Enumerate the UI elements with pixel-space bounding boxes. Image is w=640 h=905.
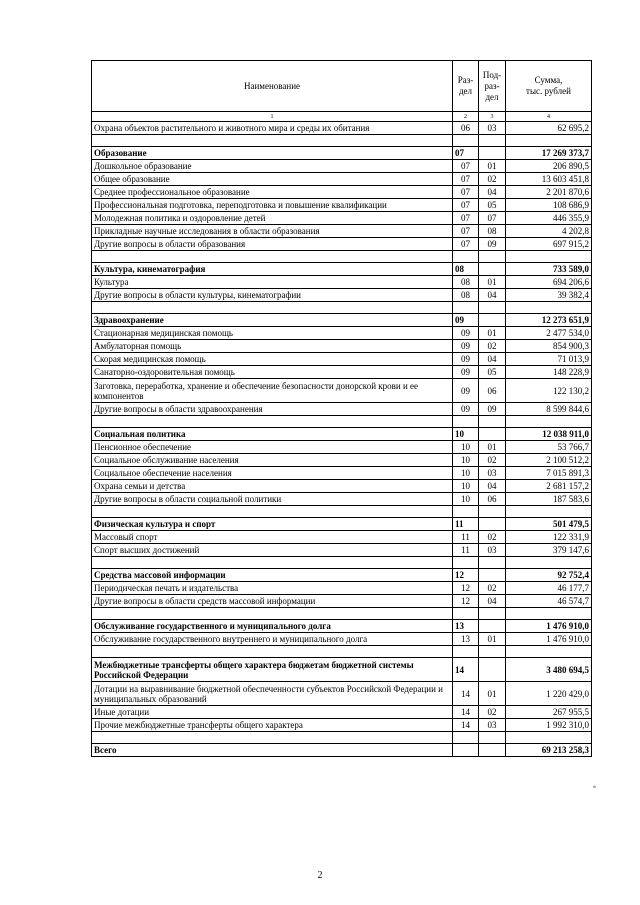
row-subsection-code: 01 <box>479 160 506 173</box>
empty-cell <box>92 646 453 658</box>
row-name: Охрана объектов растительного и животного мира и среды их обитания <box>92 122 453 135</box>
row-subsection-code: 02 <box>479 454 506 467</box>
empty-cell <box>479 732 506 744</box>
section-code: 10 <box>453 428 479 441</box>
row-section-code: 09 <box>453 353 479 366</box>
empty-cell <box>479 251 506 263</box>
row-name: Спорт высших достижений <box>92 544 453 557</box>
row-name: Социальное обеспечение населения <box>92 467 453 480</box>
table-row <box>92 706 592 719</box>
empty-cell <box>92 135 453 147</box>
row-name: Пенсионное обеспечение <box>92 441 453 454</box>
section-row <box>92 314 592 327</box>
empty-cell <box>479 620 506 633</box>
row-subsection-code: 04 <box>479 353 506 366</box>
row-amount: 4 202,8 <box>506 225 592 238</box>
empty-cell <box>479 302 506 314</box>
page-number: 2 <box>317 870 323 881</box>
table-row <box>92 353 592 366</box>
spacer-row <box>92 135 592 147</box>
section-code: 12 <box>453 569 479 582</box>
row-amount: 62 695,2 <box>506 122 592 135</box>
table-row <box>92 276 592 289</box>
row-subsection-code: 01 <box>479 633 506 646</box>
row-section-code: 08 <box>453 276 479 289</box>
row-amount: 13 603 451,8 <box>506 173 592 186</box>
section-name: Образование <box>92 147 453 160</box>
row-subsection-code: 02 <box>479 706 506 719</box>
section-row <box>92 658 592 682</box>
empty-cell <box>479 314 506 327</box>
column-number: 4 <box>506 112 592 122</box>
row-section-code: 11 <box>453 544 479 557</box>
row-amount: 267 955,5 <box>506 706 592 719</box>
row-amount: 1 476 910,0 <box>506 633 592 646</box>
section-amount: 92 752,4 <box>506 569 592 582</box>
table-row <box>92 719 592 732</box>
row-section-code: 12 <box>453 582 479 595</box>
row-name: Дотации на выравнивание бюджетной обеспеченности субъектов Российской Федерации и муниципальных образований <box>92 682 453 706</box>
table-row <box>92 289 592 302</box>
empty-cell <box>479 428 506 441</box>
table-row <box>92 582 592 595</box>
row-amount: 122 331,9 <box>506 531 592 544</box>
table-row <box>92 340 592 353</box>
table-row <box>92 531 592 544</box>
row-amount: 122 130,2 <box>506 379 592 403</box>
table-row <box>92 379 592 403</box>
row-amount: 2 100 512,2 <box>506 454 592 467</box>
empty-cell <box>92 732 453 744</box>
spacer-row <box>92 302 592 314</box>
column-number: 2 <box>453 112 479 122</box>
row-name: Среднее профессиональное образование <box>92 186 453 199</box>
section-row <box>92 263 592 276</box>
empty-cell <box>506 506 592 518</box>
row-subsection-code: 04 <box>479 595 506 608</box>
row-subsection-code: 01 <box>479 327 506 340</box>
header-amount <box>506 61 592 112</box>
row-amount: 46 574,7 <box>506 595 592 608</box>
table-row <box>92 199 592 212</box>
row-name: Общее образование <box>92 173 453 186</box>
empty-cell <box>453 608 479 620</box>
row-subsection-code: 05 <box>479 199 506 212</box>
row-amount: 148 228,9 <box>506 366 592 379</box>
row-subsection-code: 02 <box>479 531 506 544</box>
empty-cell <box>506 557 592 569</box>
row-section-code: 10 <box>453 454 479 467</box>
row-amount: 694 206,6 <box>506 276 592 289</box>
table-row <box>92 403 592 416</box>
spacer-row <box>92 506 592 518</box>
budget-table <box>91 60 592 757</box>
section-name: Средства массовой информации <box>92 569 453 582</box>
header-subsection <box>479 61 506 112</box>
header-subsection-line1: Под- <box>482 69 502 80</box>
empty-cell <box>479 416 506 428</box>
row-name: Другие вопросы в области культуры, кинематографии <box>92 289 453 302</box>
row-name: Прикладные научные исследования в области образования <box>92 225 453 238</box>
row-section-code: 07 <box>453 160 479 173</box>
header-subsection-line2: раз- <box>484 80 500 91</box>
row-section-code: 07 <box>453 238 479 251</box>
row-subsection-code: 03 <box>479 467 506 480</box>
row-subsection-code: 09 <box>479 238 506 251</box>
empty-cell <box>506 608 592 620</box>
column-number-row <box>92 112 592 122</box>
spacer-row <box>92 608 592 620</box>
empty-cell <box>506 302 592 314</box>
row-name: Обслуживание государственного внутреннего и муниципального долга <box>92 633 453 646</box>
row-name: Прочие межбюджетные трансферты общего характера <box>92 719 453 732</box>
row-amount: 2 477 534,0 <box>506 327 592 340</box>
row-section-code: 14 <box>453 706 479 719</box>
row-subsection-code: 08 <box>479 225 506 238</box>
row-amount: 379 147,6 <box>506 544 592 557</box>
section-code: 13 <box>453 620 479 633</box>
row-subsection-code: 02 <box>479 582 506 595</box>
spacer-row <box>92 251 592 263</box>
section-name: Межбюджетные трансферты общего характера бюджетам бюджетной системы Российской Федерации <box>92 658 453 682</box>
row-section-code: 07 <box>453 199 479 212</box>
budget-table-body <box>92 61 592 757</box>
total-label: Всего <box>92 744 453 757</box>
row-section-code: 12 <box>453 595 479 608</box>
empty-cell <box>479 263 506 276</box>
empty-cell <box>92 416 453 428</box>
spacer-row <box>92 557 592 569</box>
row-subsection-code: 04 <box>479 480 506 493</box>
row-name: Санаторно-оздоровительная помощь <box>92 366 453 379</box>
row-name: Другие вопросы в области образования <box>92 238 453 251</box>
empty-cell <box>92 608 453 620</box>
table-row <box>92 366 592 379</box>
empty-cell <box>92 251 453 263</box>
row-amount: 71 013,9 <box>506 353 592 366</box>
row-subsection-code: 06 <box>479 379 506 403</box>
header-section <box>453 61 479 112</box>
empty-cell <box>453 646 479 658</box>
table-row <box>92 186 592 199</box>
header-subsection-line3: дел <box>485 91 499 102</box>
row-amount: 108 686,9 <box>506 199 592 212</box>
section-amount: 17 269 373,7 <box>506 147 592 160</box>
row-amount: 1 992 310,0 <box>506 719 592 732</box>
table-row <box>92 238 592 251</box>
empty-cell <box>506 646 592 658</box>
section-amount: 3 480 694,5 <box>506 658 592 682</box>
empty-cell <box>479 608 506 620</box>
row-name: Массовый спорт <box>92 531 453 544</box>
row-section-code: 07 <box>453 212 479 225</box>
section-code: 07 <box>453 147 479 160</box>
table-row <box>92 493 592 506</box>
table-row <box>92 212 592 225</box>
row-subsection-code: 04 <box>479 186 506 199</box>
section-code: 14 <box>453 658 479 682</box>
row-name: Другие вопросы в области средств массовой информации <box>92 595 453 608</box>
row-section-code: 07 <box>453 173 479 186</box>
empty-cell <box>92 557 453 569</box>
row-subsection-code: 07 <box>479 212 506 225</box>
table-row <box>92 682 592 706</box>
row-section-code: 09 <box>453 379 479 403</box>
row-name: Скорая медицинская помощь <box>92 353 453 366</box>
row-subsection-code: 03 <box>479 719 506 732</box>
section-name: Социальная политика <box>92 428 453 441</box>
row-subsection-code: 06 <box>479 493 506 506</box>
row-section-code: 14 <box>453 682 479 706</box>
empty-cell <box>506 416 592 428</box>
row-section-code: 13 <box>453 633 479 646</box>
section-row <box>92 147 592 160</box>
row-section-code: 14 <box>453 719 479 732</box>
table-row <box>92 327 592 340</box>
empty-cell <box>92 506 453 518</box>
empty-cell <box>479 135 506 147</box>
empty-cell <box>479 147 506 160</box>
empty-cell <box>506 135 592 147</box>
row-section-code: 09 <box>453 366 479 379</box>
row-amount: 697 915,2 <box>506 238 592 251</box>
row-section-code: 07 <box>453 186 479 199</box>
section-amount: 1 476 910,0 <box>506 620 592 633</box>
header-name: Наименование <box>92 61 453 112</box>
row-subsection-code: 01 <box>479 441 506 454</box>
table-row <box>92 544 592 557</box>
empty-cell <box>479 518 506 531</box>
table-row <box>92 480 592 493</box>
table-row <box>92 160 592 173</box>
row-amount: 39 382,4 <box>506 289 592 302</box>
row-name: Стационарная медицинская помощь <box>92 327 453 340</box>
row-subsection-code: 01 <box>479 682 506 706</box>
row-amount: 8 599 844,6 <box>506 403 592 416</box>
row-amount: 1 220 429,0 <box>506 682 592 706</box>
row-subsection-code: 02 <box>479 340 506 353</box>
row-name: Другие вопросы в области здравоохранения <box>92 403 453 416</box>
row-subsection-code: 01 <box>479 276 506 289</box>
row-amount: 206 890,5 <box>506 160 592 173</box>
section-name: Обслуживание государственного и муниципального долга <box>92 620 453 633</box>
header-section-line2: дел <box>458 86 473 96</box>
column-number: 3 <box>479 112 506 122</box>
row-name: Дошкольное образование <box>92 160 453 173</box>
empty-cell <box>453 744 479 757</box>
row-name: Амбулаторная помощь <box>92 340 453 353</box>
row-subsection-code: 03 <box>479 122 506 135</box>
empty-cell <box>453 732 479 744</box>
total-closing-mark: » <box>593 784 596 790</box>
row-section-code: 10 <box>453 441 479 454</box>
empty-cell <box>479 646 506 658</box>
table-row <box>92 122 592 135</box>
empty-cell <box>92 302 453 314</box>
section-name: Здравоохранение <box>92 314 453 327</box>
empty-cell <box>506 732 592 744</box>
section-amount: 12 273 651,9 <box>506 314 592 327</box>
table-row <box>92 595 592 608</box>
table-row <box>92 441 592 454</box>
row-section-code: 09 <box>453 327 479 340</box>
row-section-code: 09 <box>453 340 479 353</box>
row-section-code: 10 <box>453 480 479 493</box>
empty-cell <box>479 569 506 582</box>
row-amount: 53 766,7 <box>506 441 592 454</box>
empty-cell <box>506 251 592 263</box>
header-row <box>92 61 592 112</box>
row-section-code: 06 <box>453 122 479 135</box>
table-row <box>92 454 592 467</box>
row-name: Периодическая печать и издательства <box>92 582 453 595</box>
row-subsection-code: 04 <box>479 289 506 302</box>
section-name: Культура, кинематография <box>92 263 453 276</box>
header-section-line1: Раз- <box>457 75 474 85</box>
row-amount: 446 355,9 <box>506 212 592 225</box>
row-name: Охрана семьи и детства <box>92 480 453 493</box>
row-name: Социальное обслуживание населения <box>92 454 453 467</box>
spacer-row <box>92 416 592 428</box>
row-name: Заготовка, переработка, хранение и обеспечение безопасности донорской крови и ее компонентов <box>92 379 453 403</box>
table-row <box>92 467 592 480</box>
empty-cell <box>453 302 479 314</box>
header-amount-line2: тыс. рублей <box>526 86 571 96</box>
row-section-code: 07 <box>453 225 479 238</box>
empty-cell <box>453 251 479 263</box>
row-name: Культура <box>92 276 453 289</box>
empty-cell <box>479 658 506 682</box>
row-section-code: 11 <box>453 531 479 544</box>
section-row <box>92 620 592 633</box>
section-row <box>92 518 592 531</box>
row-name: Другие вопросы в области социальной политики <box>92 493 453 506</box>
section-row <box>92 569 592 582</box>
section-amount: 733 589,0 <box>506 263 592 276</box>
empty-cell <box>479 557 506 569</box>
empty-cell <box>453 557 479 569</box>
row-amount: 187 583,6 <box>506 493 592 506</box>
total-amount: 69 213 258,3 <box>506 744 592 757</box>
table-row <box>92 173 592 186</box>
row-subsection-code: 02 <box>479 173 506 186</box>
column-number: 1 <box>92 112 453 122</box>
row-amount: 2 201 870,6 <box>506 186 592 199</box>
row-section-code: 08 <box>453 289 479 302</box>
section-row <box>92 428 592 441</box>
header-amount-line1: Сумма, <box>534 75 563 85</box>
row-section-code: 09 <box>453 403 479 416</box>
spacer-row <box>92 646 592 658</box>
empty-cell <box>479 744 506 757</box>
empty-cell <box>453 135 479 147</box>
total-row <box>92 744 592 757</box>
section-name: Физическая культура и спорт <box>92 518 453 531</box>
row-section-code: 10 <box>453 493 479 506</box>
row-amount: 2 681 157,2 <box>506 480 592 493</box>
empty-cell <box>453 506 479 518</box>
empty-cell <box>479 506 506 518</box>
row-subsection-code: 09 <box>479 403 506 416</box>
table-row <box>92 633 592 646</box>
section-amount: 12 038 911,0 <box>506 428 592 441</box>
section-amount: 501 479,5 <box>506 518 592 531</box>
row-amount: 7 015 891,3 <box>506 467 592 480</box>
empty-cell <box>453 416 479 428</box>
row-section-code: 10 <box>453 467 479 480</box>
row-subsection-code: 03 <box>479 544 506 557</box>
section-code: 08 <box>453 263 479 276</box>
row-name: Профессиональная подготовка, переподготовка и повышение квалификации <box>92 199 453 212</box>
row-subsection-code: 05 <box>479 366 506 379</box>
section-code: 09 <box>453 314 479 327</box>
row-amount: 46 177,7 <box>506 582 592 595</box>
row-amount: 854 900,3 <box>506 340 592 353</box>
section-code: 11 <box>453 518 479 531</box>
spacer-row <box>92 732 592 744</box>
table-row <box>92 225 592 238</box>
row-name: Иные дотации <box>92 706 453 719</box>
row-name: Молодежная политика и оздоровление детей <box>92 212 453 225</box>
